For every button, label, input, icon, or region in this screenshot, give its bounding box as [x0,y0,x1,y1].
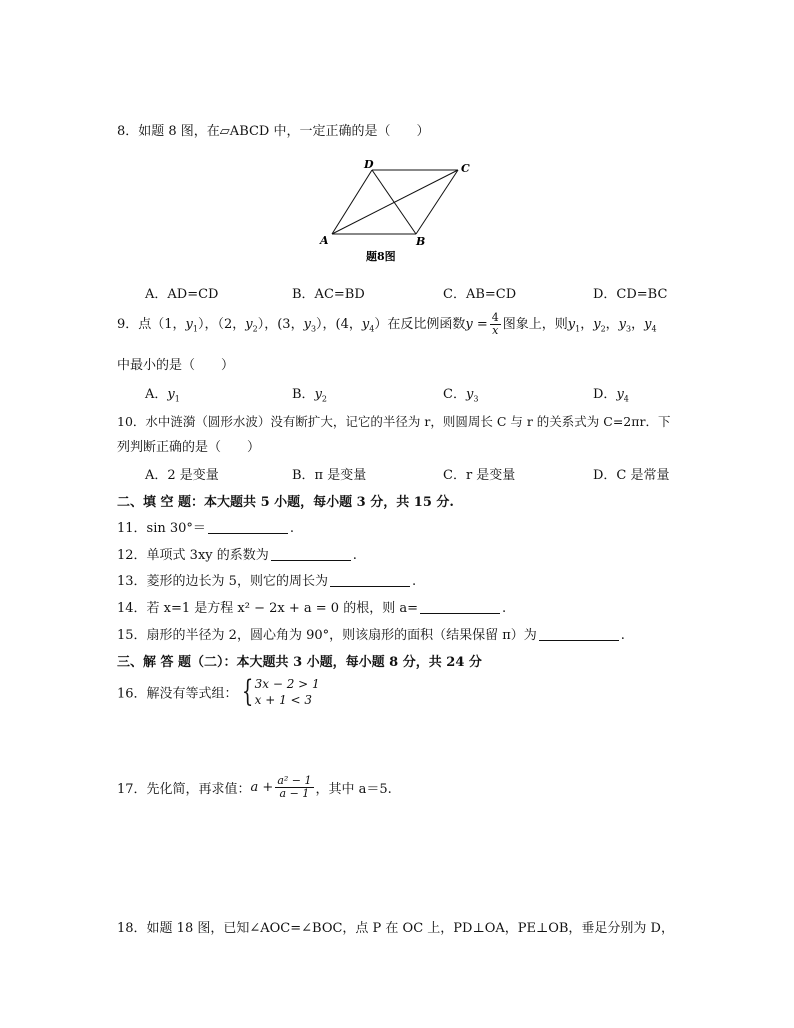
diagonal-bd [372,170,416,234]
label-d: D [364,158,374,171]
q8-option-a: A．AD=CD [145,287,219,302]
q9-line1: 9．点（1，$y_1$），（2，$y_2$），(3，$y_3$），(4，$y_4$）在反比例函数y = $\frac{4}{x}$ 图象上，则$y_1$，$y_2$，$y_3$，$y_4$ [117,311,657,337]
q17: 17．先化简，再求值：a + $\frac{\text{a² − 1}}{a - 1}$ ，其中 a＝5. [117,774,392,800]
q13: 13．菱形的边长为 5，则它的周长为 . [117,574,417,589]
q10-line1: 10．水中涟漪（圆形水波）没有断扩大，记它的半径为 r，则圆周长 C 与 r 的关系式为 C=2πr．下 [117,414,671,429]
edge-bc [416,170,458,234]
q16-system: 3x − 2 > 1 x + 1 < 3 [254,677,320,707]
label-c: C [461,162,470,175]
q9-option-d: D．$y_4$ [593,387,629,404]
q8-stem: 8．如题 8 图，在▱ABCD 中，一定正确的是（ ） [117,124,430,139]
q10-option-b: B．π 是变量 [292,468,367,483]
q11: 11．sin 30°＝ . [117,521,295,536]
section-2-heading: 二、填 空 题：本大题共 5 小题，每小题 3 分，共 15 分. [117,495,454,510]
q14-answer-blank [420,601,500,614]
q15: 15．扇形的半径为 2，圆心角为 90°，则该扇形的面积（结果保留 π）为 . [117,628,625,643]
q8-option-d: D．CD=BC [593,287,668,302]
system-brace: { [241,674,253,709]
q9-function-fraction: $\frac{4}{x}$ [491,311,499,337]
parallelogram-figure [310,158,490,268]
q9-option-b: B．$y_2$ [292,387,328,404]
q13-answer-blank [330,574,410,587]
q14: 14．若 x=1 是方程 x² − 2x + a = 0 的根，则 a= . [117,601,507,616]
q10-option-d: D．C 是常量 [593,468,670,483]
q11-answer-blank [208,521,288,534]
figure-caption: 题8图 [366,250,396,263]
q12: 12．单项式 3xy 的系数为 . [117,548,357,563]
q17-fraction: $\frac{\text{a² − 1}}{a - 1}$ [277,774,312,800]
q9-line2: 中最小的是（ ） [117,358,235,373]
q10-option-a: A．2 是变量 [145,468,219,483]
q9-option-c: C．$y_3$ [443,387,479,404]
q12-answer-blank [271,548,351,561]
section-3-heading: 三、解 答 题（二）：本大题共 3 小题，每小题 8 分，共 24 分 [117,655,482,670]
q16: 16．解没有等式组： { 3x − 2 > 1 x + 1 < 3 [117,674,320,709]
q8-option-b: B．AC=BD [292,287,365,302]
q10-option-c: C．r 是变量 [443,468,516,483]
q18: 18．如题 18 图，已知∠AOC=∠BOC，点 P 在 OC 上，PD⊥OA，PE⊥OB，垂足分别为 D， [117,921,674,936]
label-a: A [320,234,329,247]
diagonal-ac [332,170,458,234]
q9-option-a: A．$y_1$ [145,387,180,404]
q10-line2: 列判断正确的是（ ） [117,440,261,455]
q8-option-c: C．AB=CD [443,287,517,302]
label-b: B [416,235,426,248]
q15-answer-blank [539,628,619,641]
